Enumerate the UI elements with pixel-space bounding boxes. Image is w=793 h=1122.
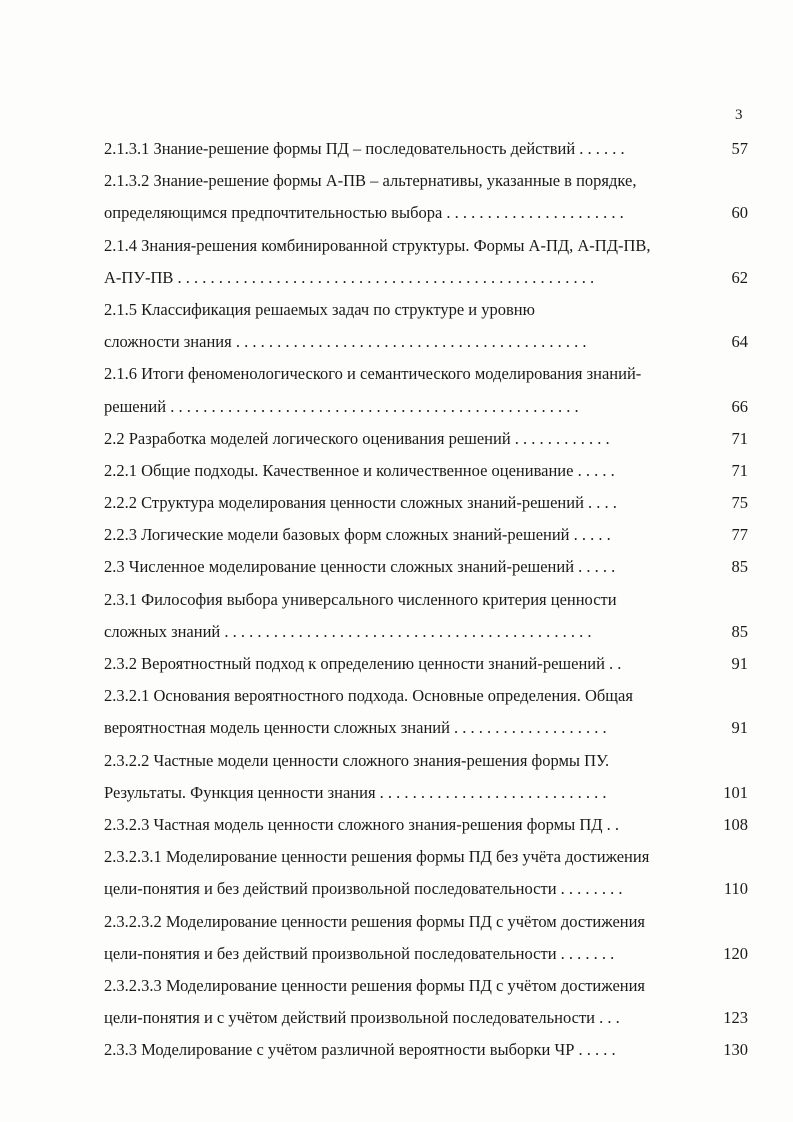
toc-line [104,133,748,165]
toc-entry-text: цели-понятия и с учётом действий произвольной последовательности . . . [104,1008,620,1028]
toc-page-number: 57 [731,139,748,158]
toc-entry-text: 2.1.3.1 Знание-решение формы ПД – последовательность действий . . . . . . [104,139,625,158]
toc-entry-text: определяющимся предпочтительностью выбора . . . . . . . . . . . . . . . . . . . . . . [104,203,624,223]
toc-page-number: 64 [731,332,748,352]
toc-line [104,455,748,487]
toc-line [104,906,748,938]
toc-line [104,712,748,744]
toc-entry-text: 2.2.2 Структура моделирования ценности сложных знаний-решений . . . . [104,493,617,513]
toc-line [104,809,748,841]
table-of-contents [104,133,748,1066]
toc-line [104,551,748,583]
toc-entry-text: решений . . . . . . . . . . . . . . . . . . . . . . . . . . . . . . . . . . . . . . . . . . . . . . . . . . [104,396,579,416]
toc-entry-text: 2.3.2.3 Частная модель ценности сложного знания-решения формы ПД . . [104,814,619,834]
toc-entry-text: 2.1.3.2 Знание-решение формы А-ПВ – альтернативы, указанные в порядке, [104,171,637,191]
toc-line [104,841,748,873]
toc-entry-text: 2.1.4 Знания-решения комбинированной структуры. Формы А-ПД, А-ПД-ПВ, [104,235,651,255]
toc-entry-text: 2.3.2.3.3 Моделирование ценности решения формы ПД с учётом достижения [104,975,646,995]
toc-line [104,1034,748,1066]
toc-line [104,358,748,390]
toc-line [104,680,748,712]
toc-entry-text: сложных знаний . . . . . . . . . . . . . . . . . . . . . . . . . . . . . . . . . . . . . . . . . . . . . [104,621,592,641]
toc-entry-text: 2.3.1 Философия выбора универсального численного критерия ценности [104,589,617,609]
toc-line [104,938,748,970]
toc-page-number: 110 [723,879,748,899]
toc-line [104,584,748,616]
toc-page-number: 66 [731,396,748,416]
toc-page-number: 71 [731,428,748,448]
toc-line [104,519,748,551]
toc-line [104,262,748,294]
toc-page-number: 85 [731,557,748,577]
toc-entry-text: 2.1.6 Итоги феноменологического и семантического моделирования знаний- [104,364,642,384]
toc-page-number: 108 [723,814,748,834]
toc-page-number: 91 [731,718,748,738]
toc-line [104,616,748,648]
toc-line [104,648,748,680]
toc-entry-text: 2.3.2.2 Частные модели ценности сложного знания-решения формы ПУ. [104,750,610,770]
toc-line [104,230,748,262]
toc-page-number: 120 [723,943,748,963]
toc-page-number: 77 [731,525,748,545]
toc-page-number: 71 [731,460,748,480]
toc-entry-text: цели-понятия и без действий произвольной последовательности . . . . . . . . [104,879,623,899]
toc-entry-text: 2.3.2 Вероятностный подход к определению ценности знаний-решений . . [104,654,622,673]
toc-line [104,423,748,455]
toc-entry-text: 2.3.3 Моделирование с учётом различной вероятности выборки ЧР . . . . . [104,1040,616,1060]
toc-entry-text: 2.2.1 Общие подходы. Качественное и количественное оценивание . . . . . [104,460,615,480]
toc-entry-text: 2.3.2.3.2 Моделирование ценности решения формы ПД с учётом достижения [104,911,646,931]
toc-line [104,165,748,197]
toc-entry-text: А-ПУ-ПВ . . . . . . . . . . . . . . . . . . . . . . . . . . . . . . . . . . . . . . . . . . . . . . . . . . . [104,267,595,287]
toc-entry-text: 2.2.3 Логические модели базовых форм сложных знаний-решений . . . . . [104,525,611,545]
toc-line [104,873,748,905]
toc-line [104,391,748,423]
toc-entry-text: 2.3 Численное моделирование ценности сложных знаний-решений . . . . . [104,557,616,577]
toc-line [104,197,748,229]
page-number: 3 [735,107,743,123]
toc-entry-text: сложности знания . . . . . . . . . . . . . . . . . . . . . . . . . . . . . . . . . . . . . . . . . . . [104,332,587,352]
toc-entry-text: 2.3.2.3.1 Моделирование ценности решения формы ПД без учёта достижения [104,847,650,867]
toc-entry-text: вероятностная модель ценности сложных знаний . . . . . . . . . . . . . . . . . . . [104,718,607,738]
toc-line [104,1002,748,1034]
toc-page-number: 123 [723,1008,748,1028]
toc-entry-text: цели-понятия и без действий произвольной последовательности . . . . . . . [104,943,615,963]
toc-page-number: 60 [731,203,748,223]
toc-page-number: 62 [731,267,748,287]
toc-page-number: 101 [723,782,748,802]
toc-entry-text: 2.2 Разработка моделей логического оценивания решений . . . . . . . . . . . . [104,428,610,448]
toc-line [104,294,748,326]
toc-page-number: 85 [731,621,748,641]
toc-entry-text: 2.3.2.1 Основания вероятностного подхода. Основные определения. Общая [104,686,633,706]
toc-line [104,745,748,777]
toc-line [104,326,748,358]
toc-entry-text: 2.1.5 Классификация решаемых задач по структуре и уровню [104,299,535,319]
toc-entry-text: Результаты. Функция ценности знания . . . . . . . . . . . . . . . . . . . . . . . . . . . . [104,782,607,802]
toc-page-number: 91 [731,654,748,673]
toc-line [104,487,748,519]
toc-page-number: 130 [723,1040,748,1060]
toc-line [104,777,748,809]
toc-line [104,970,748,1002]
toc-page-number: 75 [731,493,748,513]
